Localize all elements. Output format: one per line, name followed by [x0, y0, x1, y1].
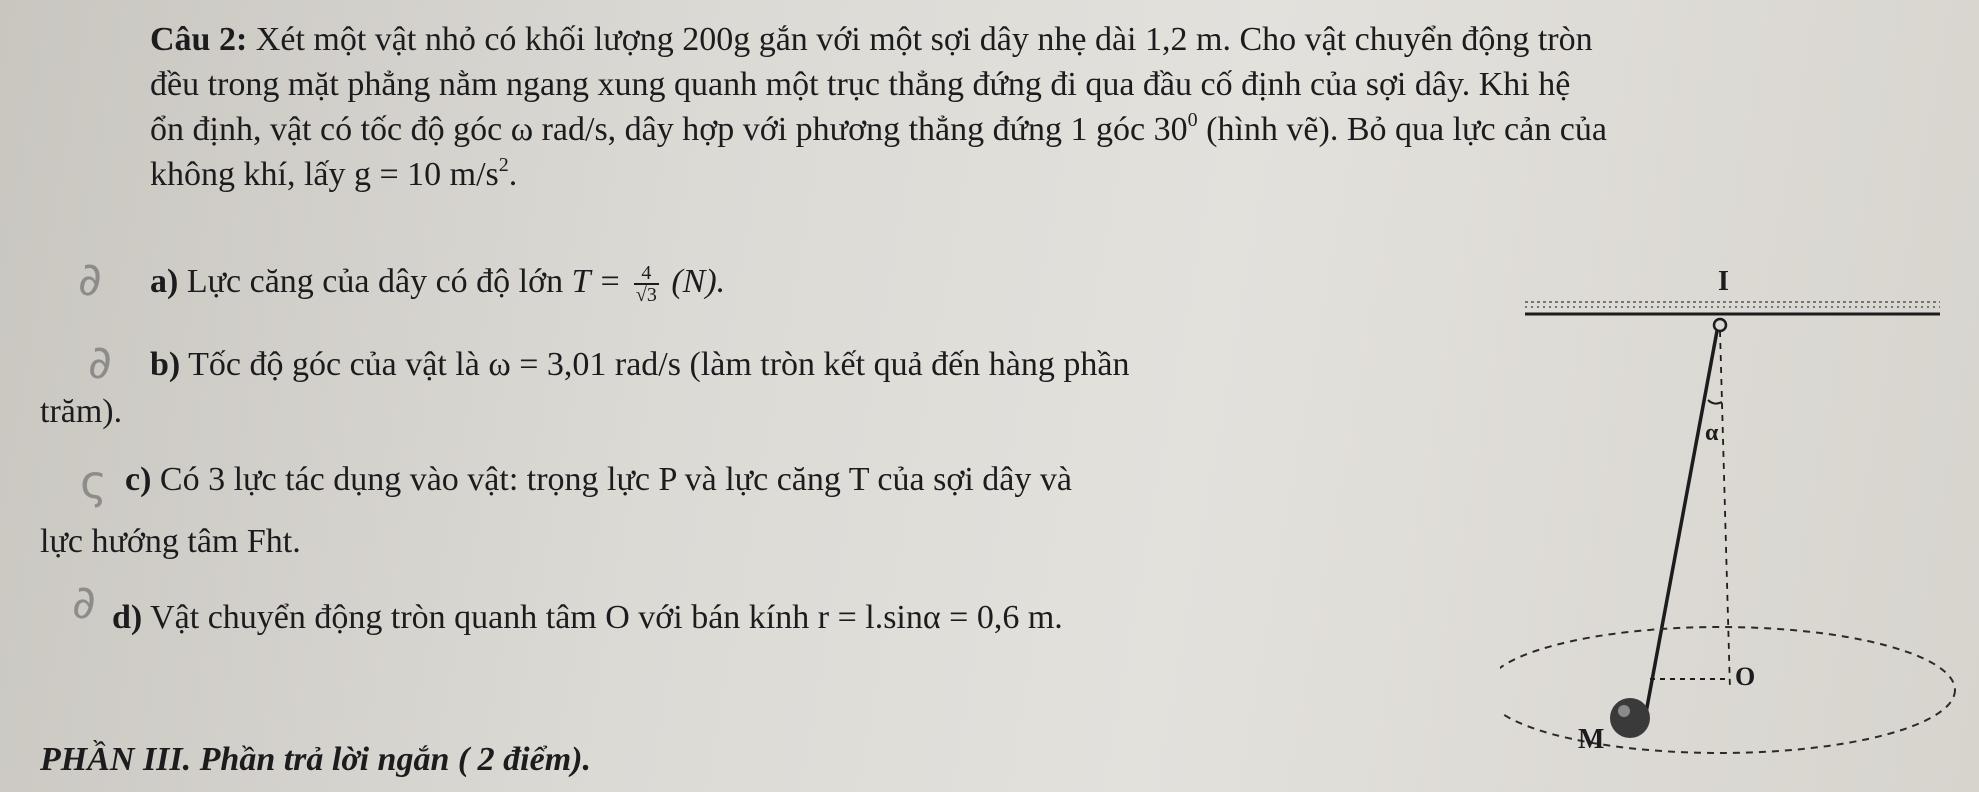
label-M: M — [1578, 724, 1605, 755]
string-line — [1645, 331, 1717, 718]
degree-superscript: 0 — [1187, 109, 1198, 131]
question-line-1 — [150, 20, 1593, 60]
item-c-text: Có 3 lực tác dụng vào vật: trọng lực P và lực căng T của sợi dây và — [151, 461, 1072, 498]
item-d-text: Vật chuyển động tròn quanh tâm O với bán kính r = l.sinα = 0,6 m. — [142, 599, 1063, 636]
question-text-4-end: . — [508, 156, 518, 193]
question-text-3b: (hình vẽ). Bỏ qua lực cản của — [1197, 111, 1607, 148]
label-alpha: α — [1705, 420, 1719, 446]
gravity-exponent: 2 — [498, 154, 509, 176]
item-a-text: Lực căng của dây có độ lớn — [178, 263, 572, 300]
pencil-mark-d: ∂ — [72, 575, 96, 629]
tension-fraction — [634, 263, 659, 305]
ceiling-hatching — [1525, 302, 1940, 307]
angle-arc — [1708, 400, 1722, 404]
item-a — [150, 262, 725, 305]
question-line-4 — [150, 155, 517, 195]
item-c — [125, 460, 1072, 500]
section-title: PHẦN III. Phần trả lời ngắn ( 2 điểm). — [40, 741, 591, 778]
gravity-value: g = 10 m/s — [353, 156, 499, 193]
label-O: O — [1735, 662, 1756, 691]
pendulum-figure — [1500, 250, 1970, 770]
tension-unit: (N). — [662, 263, 726, 300]
pencil-mark-b: ∂ — [88, 335, 112, 389]
question-label: Câu 2: — [150, 21, 248, 58]
tension-symbol: T = — [571, 263, 630, 300]
mass-highlight — [1618, 705, 1630, 717]
item-d — [112, 598, 1063, 638]
item-c-continuation: lực hướng tâm Fht. — [40, 523, 301, 560]
item-b-label: b) — [150, 346, 181, 383]
question-line-2: đều trong mặt phẳng nằm ngang xung quanh một trục thẳng đứng đi qua đầu cố định của sợi dây. Khi hệ — [150, 66, 1571, 103]
circular-path — [1500, 627, 1955, 753]
item-a-label: a) — [150, 263, 179, 300]
question-text-1: Xét một vật nhỏ có khối lượng 200g gắn với một sợi dây nhẹ dài 1,2 m. Cho vật chuyển động tròn — [255, 21, 1593, 58]
mass-ball — [1610, 698, 1650, 738]
item-d-label: d) — [112, 599, 143, 636]
question-text-4a: không khí, lấy — [150, 156, 354, 193]
item-b — [150, 345, 1129, 385]
pencil-mark-c: ς — [80, 455, 107, 509]
pencil-mark-a: ∂ — [78, 252, 102, 306]
question-text-3a: ổn định, vật có tốc độ góc ω rad/s, dây hợp với phương thẳng đứng 1 góc 30 — [150, 111, 1188, 148]
item-b-continuation: trăm). — [40, 393, 123, 430]
item-b-text: Tốc độ góc của vật là ω = 3,01 rad/s (làm tròn kết quả đến hàng phần — [180, 346, 1130, 383]
item-c-label: c) — [125, 461, 152, 498]
fraction-numerator: 4 — [634, 263, 659, 285]
question-line-3 — [150, 110, 1607, 150]
pivot-point — [1714, 319, 1726, 331]
fraction-denominator: √3 — [635, 284, 657, 307]
label-I: I — [1718, 266, 1729, 297]
vertical-axis — [1720, 331, 1730, 690]
